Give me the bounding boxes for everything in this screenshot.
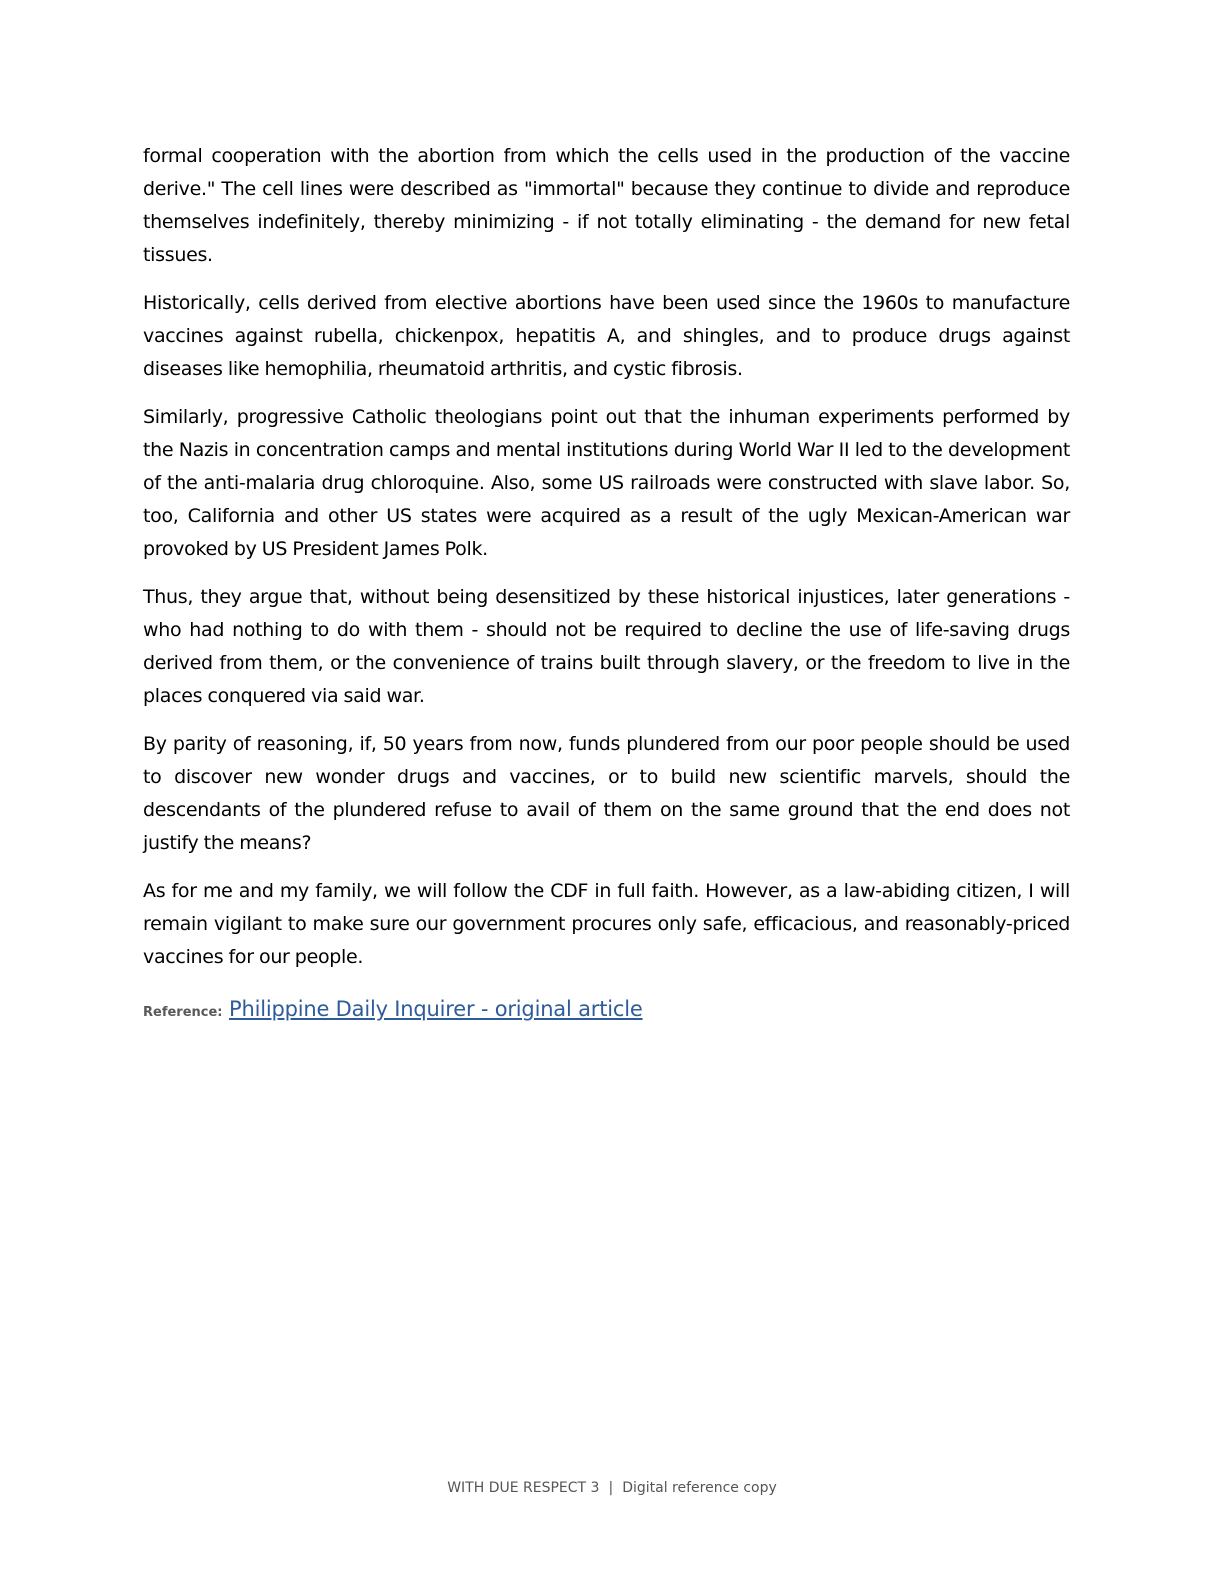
page-footer bbox=[0, 1480, 1224, 1496]
reference-line bbox=[143, 994, 1070, 1028]
paragraph-3: Similarly, progressive Catholic theologians point out that the inhuman experiments performed by the Nazis in concentration camps and mental institutions during World War II led to the development of the anti-malaria drug chloroquine. Also, some US railroads were constructed with slave labor. So, too, California and other US states were acquired as a result of the ugly Mexican-American war provoked by US President James Polk. bbox=[143, 406, 1070, 560]
reference-link[interactable]: Philippine Daily Inquirer - original article bbox=[229, 997, 643, 1021]
reference-label: Reference: bbox=[143, 1005, 223, 1020]
paragraph-5: By parity of reasoning, if, 50 years from now, funds plundered from our poor people should be used to discover new wonder drugs and vaccines, or to build new scientific marvels, should the descendants of the plundered refuse to avail of them on the same ground that the end does not justify the means? bbox=[143, 733, 1070, 854]
paragraph-6: As for me and my family, we will follow the CDF in full faith. However, as a law-abiding citizen, I will remain vigilant to make sure our government procures only safe, efficacious, and reasonably-priced vaccines for our people. bbox=[143, 880, 1070, 968]
footer-title: WITH DUE RESPECT 3 bbox=[447, 1480, 600, 1496]
paragraph-2: Historically, cells derived from elective abortions have been used since the 1960s to manufacture vaccines against rubella, chickenpox, hepatitis A, and shingles, and to produce drugs against diseases like hemophilia, rheumatoid arthritis, and cystic fibrosis. bbox=[143, 292, 1070, 380]
footer-separator: | bbox=[608, 1480, 614, 1496]
article-body bbox=[143, 140, 1070, 1028]
footer-note: Digital reference copy bbox=[622, 1480, 777, 1496]
paragraph-4: Thus, they argue that, without being desensitized by these historical injustices, later generations - who had nothing to do with them - should not be required to decline the use of life-saving drugs derived from them, or the convenience of trains built through slavery, or the freedom to live in the places conquered via said war. bbox=[143, 586, 1070, 707]
paragraph-1: formal cooperation with the abortion from which the cells used in the production of the vaccine derive." The cell lines were described as "immortal" because they continue to divide and reproduce themselves indefinitely, thereby minimizing - if not totally eliminating - the demand for new fetal tissues. bbox=[143, 145, 1070, 266]
